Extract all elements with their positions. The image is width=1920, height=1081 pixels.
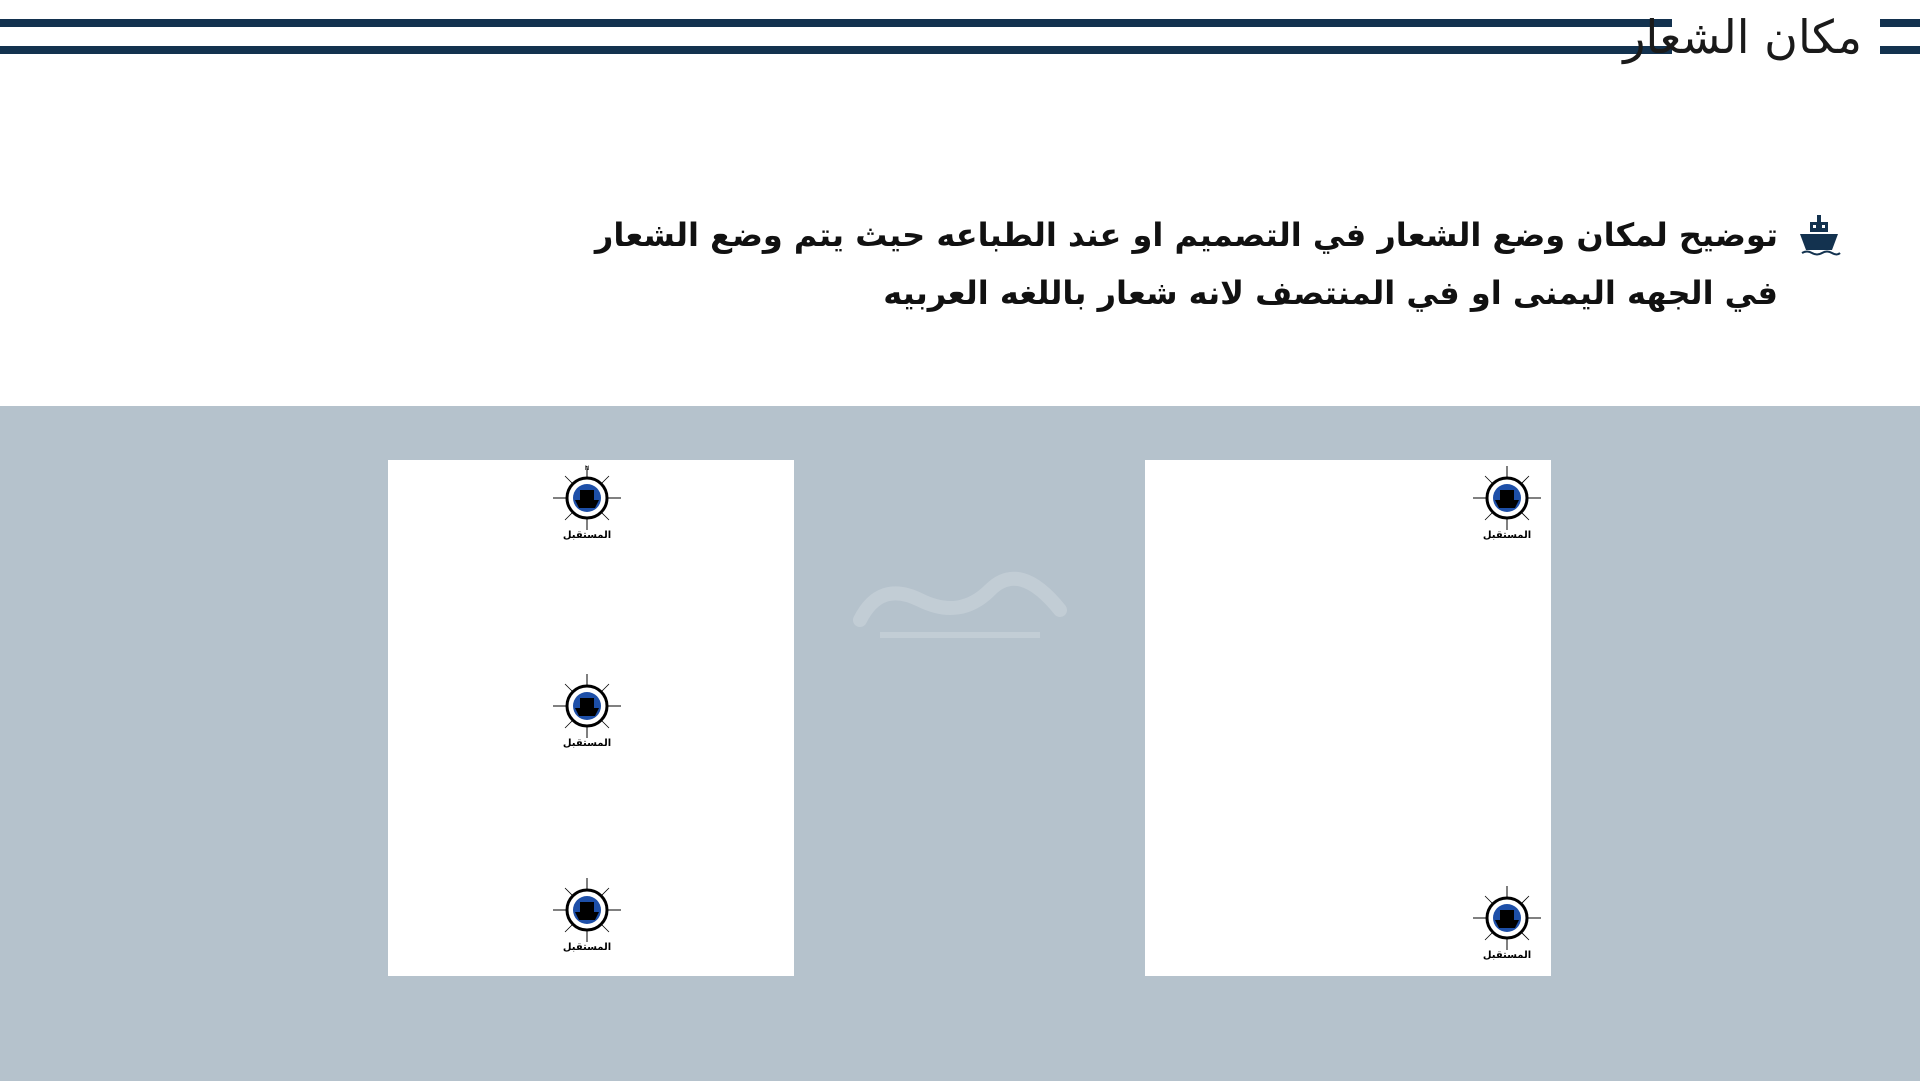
header-line-bottom-left — [0, 46, 1672, 54]
paragraph-line-1: توضيح لمكان وضع الشعار في التصميم او عند الطباعه حيث يتم وضع الشعار — [594, 216, 1778, 254]
logo — [1467, 464, 1547, 552]
header-line-top-right — [1880, 19, 1920, 27]
header-line-bottom-right — [1880, 46, 1920, 54]
watermark — [840, 540, 1080, 650]
logo-text: المستقبل — [562, 738, 612, 749]
page-preview-center — [388, 460, 794, 976]
page-title: مكان الشعار — [1623, 10, 1862, 64]
description-paragraph — [498, 206, 1778, 322]
header-line-top-left — [0, 19, 1672, 27]
logo-text: المستقبل — [1482, 530, 1532, 541]
logo — [547, 672, 627, 760]
logo-text: المستقبل — [1482, 950, 1532, 961]
logo — [547, 876, 627, 964]
svg-text:N: N — [584, 465, 590, 472]
logo — [547, 464, 627, 552]
logo-text: المستقبل — [562, 942, 612, 953]
logo — [1467, 884, 1547, 972]
compass-ship-icon — [547, 464, 627, 532]
ship-icon — [1796, 212, 1842, 258]
compass-ship-icon — [547, 876, 627, 944]
compass-ship-icon — [547, 672, 627, 740]
logo-text: المستقبل — [562, 530, 612, 541]
page-preview-right — [1145, 460, 1551, 976]
compass-ship-icon — [1467, 884, 1547, 952]
compass-ship-icon — [1467, 464, 1547, 532]
paragraph-line-2: في الجهه اليمنى او في المنتصف لانه شعار باللغه العربيه — [883, 274, 1778, 312]
preview-panel — [0, 406, 1920, 1081]
